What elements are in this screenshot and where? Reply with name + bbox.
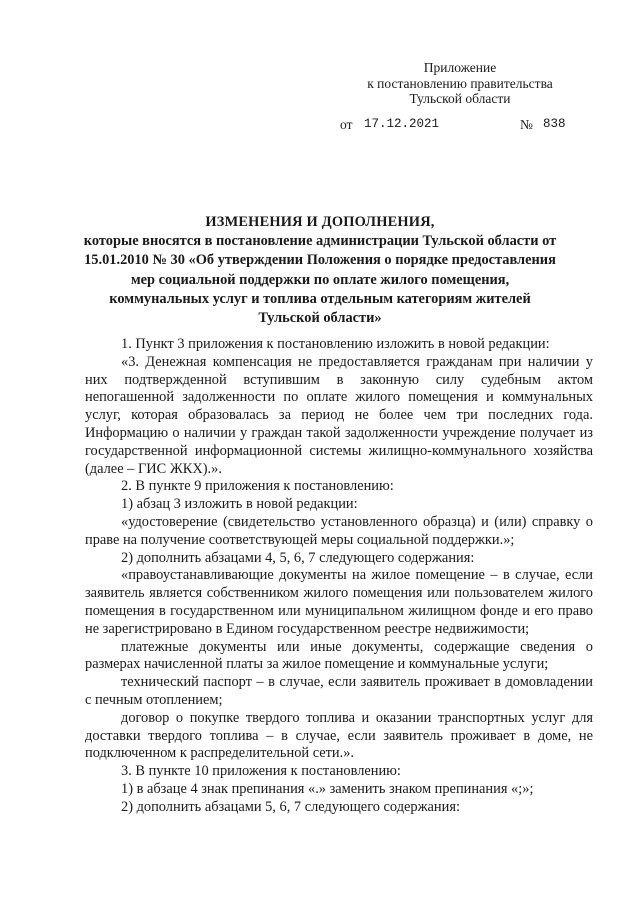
paragraph: 2. В пункте 9 приложения к постановлению: [121, 478, 394, 495]
appendix-block [300, 60, 620, 107]
paragraph: 1) в абзаце 4 знак препинания «.» заменить знаком препинания «;»; [121, 780, 534, 797]
paragraph: технический паспорт – в случае, если заявитель проживает в домовладении с печным отоплением; [85, 674, 593, 708]
paragraph: «удостоверение (свидетельство установленного образца) и (или) справку о праве на получение соответствующей меры социальной поддержки.»; [85, 513, 593, 548]
heading-title: ИЗМЕНЕНИЯ И ДОПОЛНЕНИЯ, [205, 214, 435, 230]
paragraph: 1. Пункт 3 приложения к постановлению изложить в новой редакции: [121, 336, 550, 352]
document-heading [80, 213, 560, 328]
ref-number: 838 [543, 117, 566, 131]
ref-number-label: № [520, 117, 533, 132]
appendix-line: к постановлению правительства [367, 75, 553, 91]
ref-date: 17.12.2021 [364, 117, 440, 131]
paragraph: 2) дополнить абзацами 4, 5, 6, 7 следующего содержания: [121, 549, 475, 566]
paragraph: 2) дополнить абзацами 5, 6, 7 следующего содержания: [121, 798, 460, 815]
appendix-region: Тульской области [409, 91, 511, 106]
paragraph: «3. Денежная компенсация не предоставляется гражданам при наличии у них подтвержденной вступившим в законную силу судебным актом непогашенной задолженности по оплате жилого помещения и коммунальных услуг, которая образовалась за период не более чем три последних года. Информацию о наличии у граждан такой задолженности учреждение получает из государственной информационной системы жилищно-коммунального хозяйства (далее – ГИС ЖКХ).». [85, 353, 593, 477]
paragraph: платежные документы или иные документы, содержащие сведения о размерах начисленной платы за жилое помещение и коммунальные услуги; [85, 638, 593, 673]
paragraph: договор о покупке твердого топлива и оказании транспортных услуг для доставки твердого топлива – в случае, если заявитель проживает в доме, не подключенном к распределительной сети.». [85, 709, 593, 762]
appendix-title: Приложение [423, 60, 497, 75]
paragraph: 1) абзац 3 изложить в новой редакции: [121, 496, 358, 513]
document-body [85, 336, 593, 817]
paragraph: «правоустанавливающие документы на жилое помещение – в случае, если заявитель является собственником жилого помещения или пользователем жилого помещения в государственном или муниципальном жилищном фонде и его право не зарегистрировано в Едином государственном реестре недвижимости; [85, 567, 593, 637]
heading-subtitle: которые вносятся в постановление администрации Тульской области от 15.01.2010 № 30 «Об утверждении Положения о порядке предоставления мер социальной поддержки по оплате жилого помещения, коммунальных услуг и топлива отдельным категориям жителей Тульской области» [83, 233, 557, 327]
ref-from-label: от [340, 117, 353, 132]
paragraph: 3. В пункте 10 приложения к постановлению: [121, 763, 401, 780]
